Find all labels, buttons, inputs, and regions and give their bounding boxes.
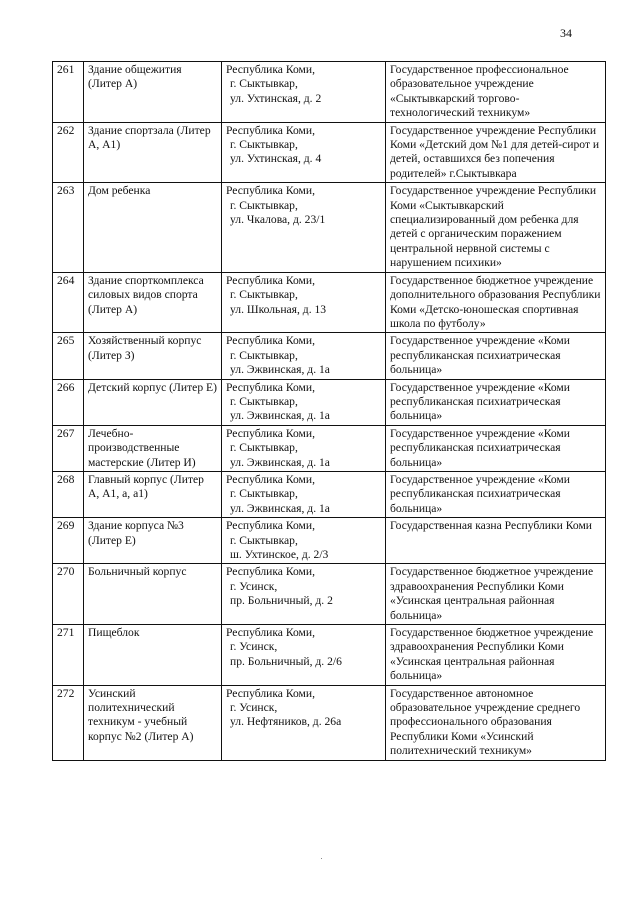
object-address [222,333,386,379]
address-line: ул. Нефтяников, д. 26а [230,715,342,729]
holder-organization: Государственное учреждение «Коми республиканская психиатрическая больница» [386,333,606,379]
holder-organization: Государственное автономное образовательное учреждение среднего профессионального образования Республики Коми «Усинский политехнический техникум» [386,685,606,760]
address-line: ул. Чкалова, д. 23/1 [230,213,326,227]
object-address [222,62,386,123]
table-row [53,518,606,564]
object-address [222,183,386,272]
row-number: 271 [53,625,84,686]
object-name: Здание корпуса №3 (Литер Е) [84,518,222,564]
address-line: Республика Коми, [226,123,315,137]
holder-organization: Государственное учреждение «Коми республиканская психиатрическая больница» [386,425,606,471]
row-number: 269 [53,518,84,564]
address-line: г. Сыктывкар, [230,198,298,212]
table-row [53,122,606,183]
address-line: пр. Больничный, д. 2 [230,594,333,608]
object-name: Главный корпус (Литер А, А1, а, а1) [84,471,222,517]
object-name: Хозяйственный корпус (Литер З) [84,333,222,379]
address-line: г. Усинск, [230,701,278,715]
table-row [53,183,606,272]
table-row [53,471,606,517]
address-line: ул. Эжвинская, д. 1а [230,409,330,423]
object-name: Детский корпус (Литер Е) [84,379,222,425]
object-address [222,272,386,333]
object-address [222,625,386,686]
address-line: Республика Коми, [226,626,315,640]
address-line: Республика Коми, [226,380,315,394]
holder-organization: Государственное учреждение «Коми республиканская психиатрическая больница» [386,379,606,425]
table-row [53,379,606,425]
address-line: г. Усинск, [230,579,278,593]
address-line: г. Сыктывкар, [230,288,298,302]
holder-organization: Государственное профессиональное образовательное учреждение «Сыктывкарский торгово-технологический техникум» [386,62,606,123]
holder-organization: Государственное учреждение «Коми республиканская психиатрическая больница» [386,471,606,517]
row-number: 266 [53,379,84,425]
object-address [222,122,386,183]
address-line: ул. Эжвинская, д. 1а [230,501,330,515]
address-line: Республика Коми, [226,686,315,700]
object-name: Пищеблок [84,625,222,686]
table-row [53,333,606,379]
address-line: ш. Ухтинское, д. 2/3 [230,548,329,561]
object-address [222,379,386,425]
address-line: г. Сыктывкар, [230,394,298,408]
object-name: Здание общежития (Литер А) [84,62,222,123]
address-line: ул. Школьная, д. 13 [230,302,327,316]
address-line: ул. Эжвинская, д. 1а [230,455,330,469]
scan-speck [321,858,322,859]
object-name: Здание спортзала (Литер А, А1) [84,122,222,183]
object-address [222,471,386,517]
address-line: г. Усинск, [230,640,278,654]
address-line: ул. Ухтинская, д. 2 [230,91,322,105]
holder-organization: Государственное бюджетное учреждение здравоохранения Республики Коми «Усинская центральная районная больница» [386,564,606,625]
table-row [53,62,606,123]
holder-organization: Государственное учреждение Республики Коми «Детский дом №1 для детей-сирот и детей, оставшихся без попечения родителей» г.Сыктывкара [386,122,606,183]
object-name: Лечебно-производственные мастерские (Литер И) [84,425,222,471]
holder-organization: Государственная казна Республики Коми [386,518,606,564]
address-line: Республика Коми, [226,426,315,440]
table-row [53,685,606,760]
property-table [52,61,606,761]
holder-organization: Государственное учреждение Республики Коми «Сыктывкарский специализированный дом ребенка для детей с органическим поражением центральной нервной системы с нарушением психики» [386,183,606,272]
object-name: Здание спорткомплекса силовых видов спорта (Литер А) [84,272,222,333]
address-line: г. Сыктывкар, [230,441,298,455]
row-number: 267 [53,425,84,471]
table-row [53,272,606,333]
holder-organization: Государственное бюджетное учреждение здравоохранения Республики Коми «Усинская центральная районная больница» [386,625,606,686]
object-address [222,425,386,471]
address-line: г. Сыктывкар, [230,348,298,362]
object-address [222,564,386,625]
address-line: ул. Эжвинская, д. 1а [230,363,330,377]
address-line: г. Сыктывкар, [230,487,298,501]
object-address [222,518,386,564]
address-line: ул. Ухтинская, д. 4 [230,152,322,166]
holder-organization: Государственное бюджетное учреждение дополнительного образования Республики Коми «Детско-юношеская спортивная школа по футболу» [386,272,606,333]
object-name: Усинский политехнический техникум - учебный корпус №2 (Литер А) [84,685,222,760]
address-line: Республика Коми, [226,334,315,348]
table-row [53,425,606,471]
table-row [53,625,606,686]
table-row [53,564,606,625]
row-number: 261 [53,62,84,123]
address-line: Республика Коми, [226,184,315,198]
object-name: Дом ребенка [84,183,222,272]
row-number: 264 [53,272,84,333]
row-number: 262 [53,122,84,183]
address-line: Республика Коми, [226,565,315,579]
object-name: Больничный корпус [84,564,222,625]
page-number: 34 [560,26,572,40]
address-line: Республика Коми, [226,63,315,76]
address-line: Республика Коми, [226,273,315,287]
address-line: Республика Коми, [226,472,315,486]
address-line: пр. Больничный, д. 2/6 [230,654,342,668]
address-line: Республика Коми, [226,519,315,533]
address-line: г. Сыктывкар, [230,77,298,91]
address-line: г. Сыктывкар, [230,533,298,547]
row-number: 272 [53,685,84,760]
row-number: 270 [53,564,84,625]
address-line: г. Сыктывкар, [230,138,298,152]
row-number: 265 [53,333,84,379]
row-number: 268 [53,471,84,517]
object-address [222,685,386,760]
row-number: 263 [53,183,84,272]
